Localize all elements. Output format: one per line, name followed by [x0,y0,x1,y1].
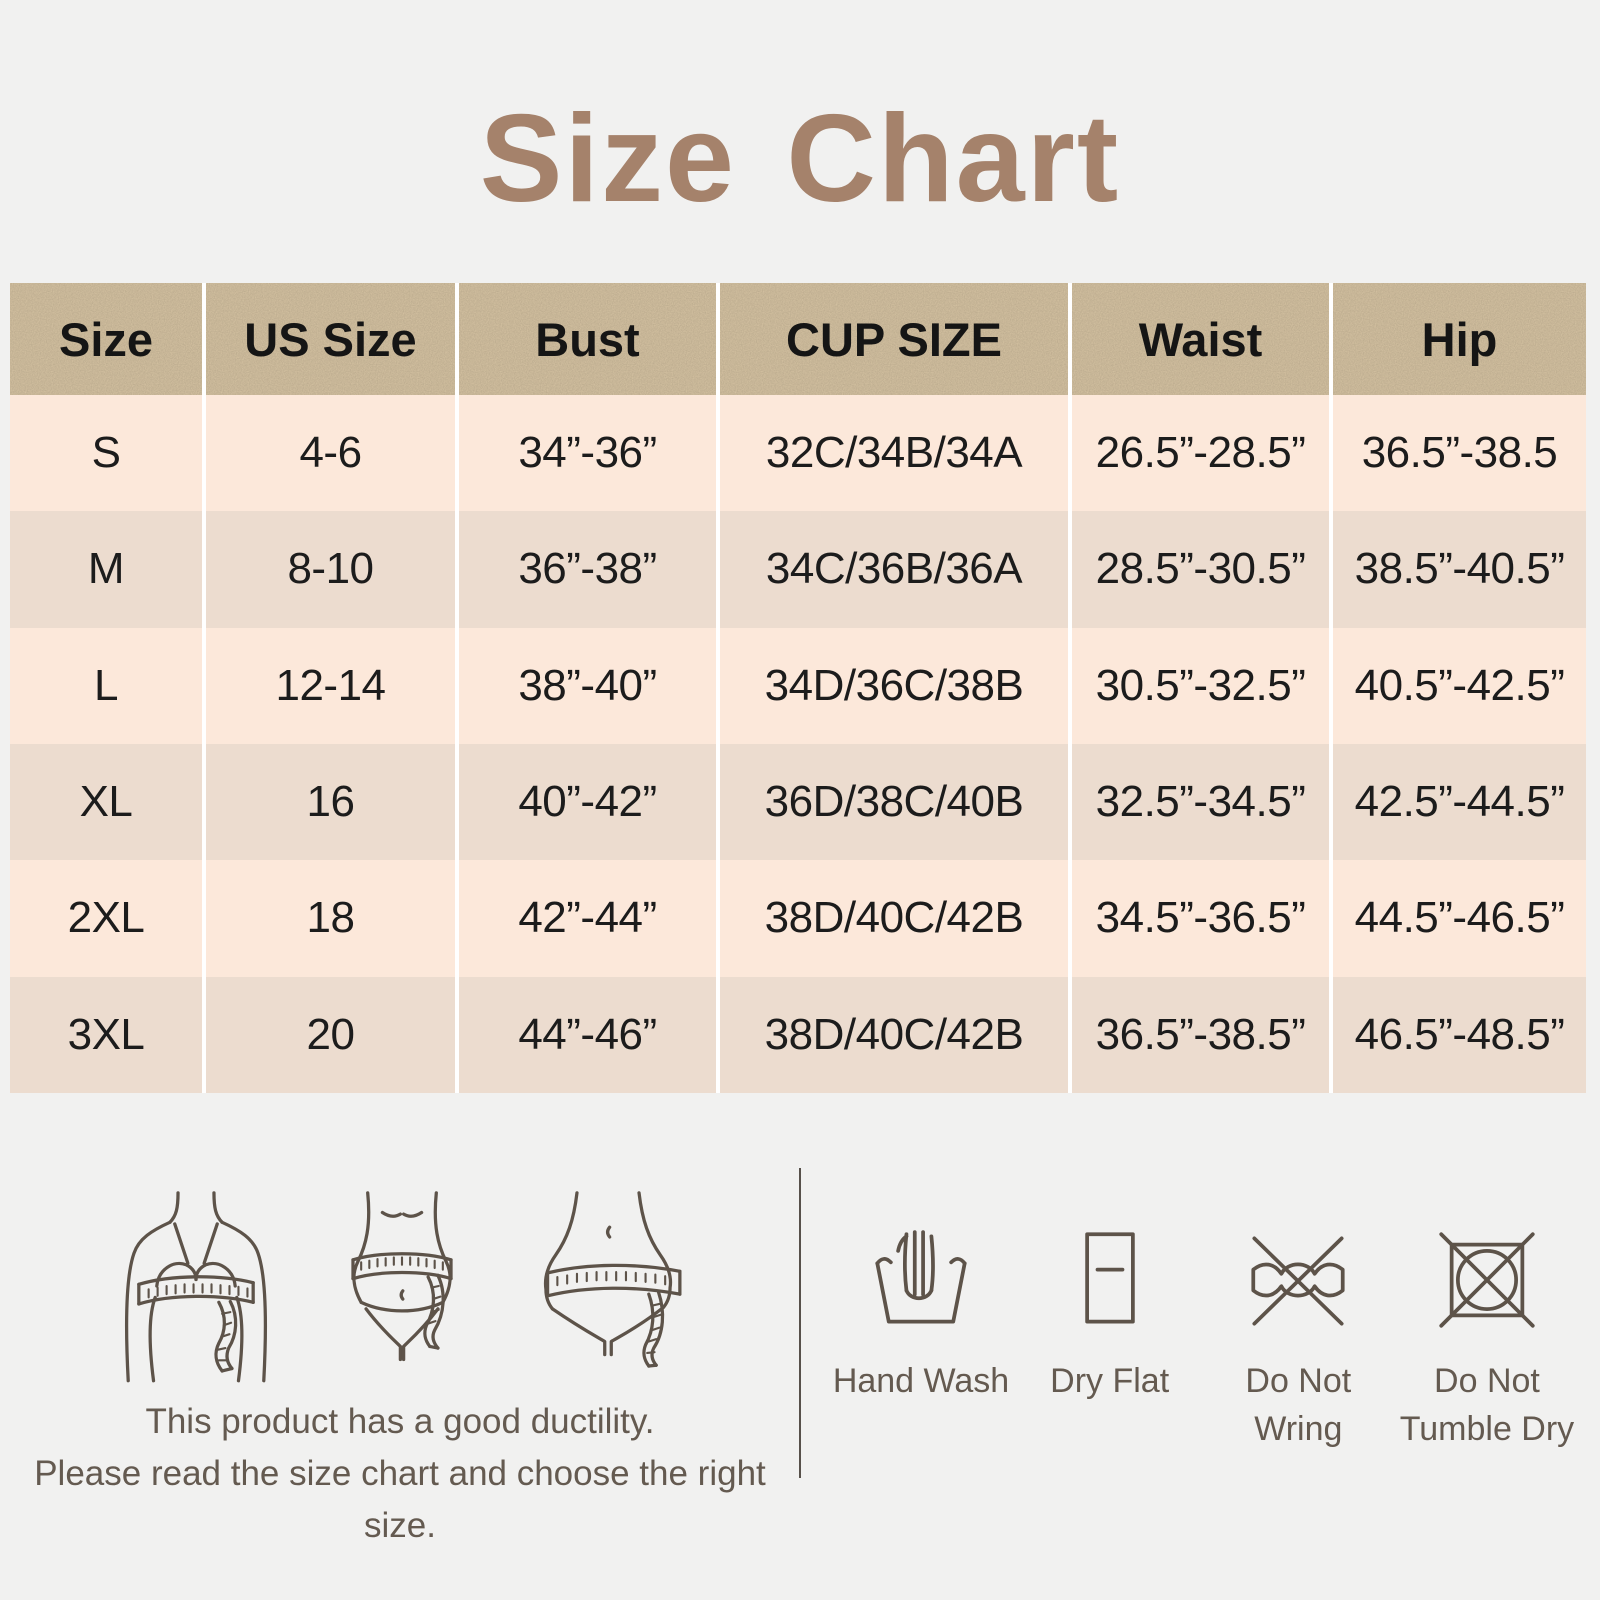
cell-bust: 44”-46” [459,977,716,1093]
page-title: Size Chart [479,90,1121,228]
col-header-size [10,283,202,395]
col-header-label: Size [58,312,154,366]
cell-waist: 28.5”-30.5” [1072,511,1329,627]
cell-bust: 40”-42” [459,744,716,860]
care-label-line1: Dry Flat [1050,1362,1170,1400]
do-not-wring-icon [1246,1228,1350,1332]
cell-hip: 40.5”-42.5” [1333,628,1586,744]
col-header-label: CUP SIZE [786,312,1002,366]
care-instructions [832,1228,1576,1453]
cell-size: XL [10,744,202,860]
hand-wash-icon [869,1228,973,1332]
cell-waist: 36.5”-38.5” [1072,977,1329,1093]
cell-waist: 30.5”-32.5” [1072,628,1329,744]
cell-hip: 38.5”-40.5” [1333,511,1586,627]
cell-hip: 36.5”-38.5 [1333,395,1586,511]
note-line-2: Please read the size chart and choose the right size. [34,1453,766,1545]
cell-size: 2XL [10,860,202,976]
cell-bust: 36”-38” [459,511,716,627]
care-label [1400,1358,1574,1453]
cell-hip: 42.5”-44.5” [1333,744,1586,860]
col-header-label: US Size [244,312,417,366]
do-not-tumble-dry-icon [1435,1228,1539,1332]
hip-measure-icon [519,1188,697,1384]
cell-us-size: 12-14 [206,628,455,744]
cell-cup-size: 34D/36C/38B [720,628,1068,744]
cell-bust: 38”-40” [459,628,716,744]
care-label-line1: Do Not [1434,1362,1540,1400]
waist-measure-icon [313,1188,491,1384]
size-table [10,283,1586,1093]
cell-size: S [10,395,202,511]
col-header-us-size [206,283,455,395]
cell-size: 3XL [10,977,202,1093]
col-header-cup-size [720,283,1068,395]
cell-size: L [10,628,202,744]
cell-cup-size: 38D/40C/42B [720,977,1068,1093]
care-item-dry-flat [1021,1228,1199,1453]
cell-size: M [10,511,202,627]
measurement-illustrations [28,1188,776,1384]
note-line-1: This product has a good ductility. [145,1402,655,1441]
cell-waist: 32.5”-34.5” [1072,744,1329,860]
col-header-waist [1072,283,1329,395]
care-label [833,1358,1009,1406]
care-label-line2: Wring [1254,1409,1343,1448]
cell-cup-size: 34C/36B/36A [720,511,1068,627]
cell-cup-size: 38D/40C/42B [720,860,1068,976]
col-header-label: Waist [1138,312,1263,366]
cell-waist: 34.5”-36.5” [1072,860,1329,976]
cell-bust: 42”-44” [459,860,716,976]
care-label-line1: Do Not [1245,1362,1352,1400]
care-item-do-not-tumble-dry [1398,1228,1576,1453]
care-item-hand-wash [832,1228,1010,1453]
care-label [1245,1358,1351,1453]
cell-cup-size: 32C/34B/34A [720,395,1068,511]
dry-flat-icon [1058,1228,1162,1332]
cell-us-size: 18 [206,860,455,976]
footer-divider [799,1168,801,1478]
cell-bust: 34”-36” [459,395,716,511]
cell-cup-size: 36D/38C/40B [720,744,1068,860]
cell-us-size: 20 [206,977,455,1093]
care-label [1050,1358,1169,1406]
care-label-line1: Hand Wash [832,1362,1010,1400]
cell-waist: 26.5”-28.5” [1072,395,1329,511]
size-note [10,1396,790,1551]
cell-us-size: 16 [206,744,455,860]
care-item-do-not-wring [1209,1228,1387,1453]
col-header-label: Bust [535,312,640,366]
cell-hip: 46.5”-48.5” [1333,977,1586,1093]
cell-us-size: 4-6 [206,395,455,511]
col-header-label: Hip [1421,312,1498,366]
col-header-hip [1333,283,1586,395]
cell-us-size: 8-10 [206,511,455,627]
col-header-bust [459,283,716,395]
cell-hip: 44.5”-46.5” [1333,860,1586,976]
bust-measure-icon [107,1188,285,1384]
care-label-line2: Tumble Dry [1399,1409,1575,1448]
